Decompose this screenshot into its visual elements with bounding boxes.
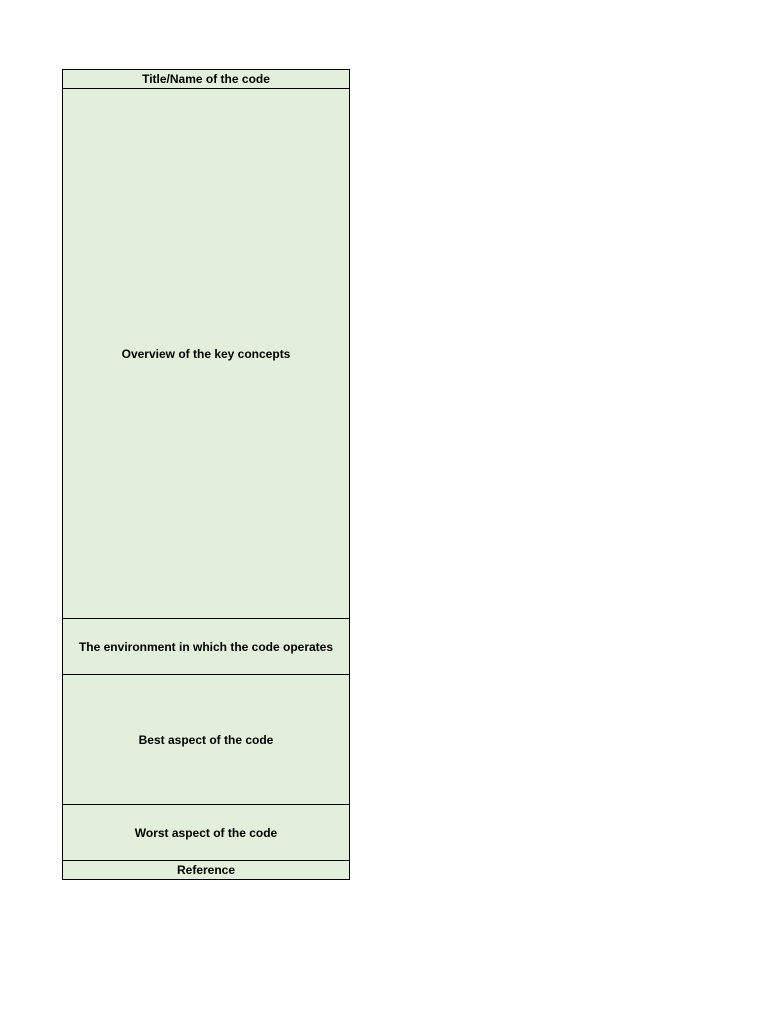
code-review-table [62,69,350,880]
overview-cell: Overview of the key concepts [63,89,349,619]
best-aspect-cell: Best aspect of the code [63,675,349,805]
environment-cell: The environment in which the code operates [63,619,349,675]
title-name-cell: Title/Name of the code [63,70,349,89]
reference-cell: Reference [176,863,236,877]
worst-aspect-cell: Worst aspect of the code [63,805,349,861]
